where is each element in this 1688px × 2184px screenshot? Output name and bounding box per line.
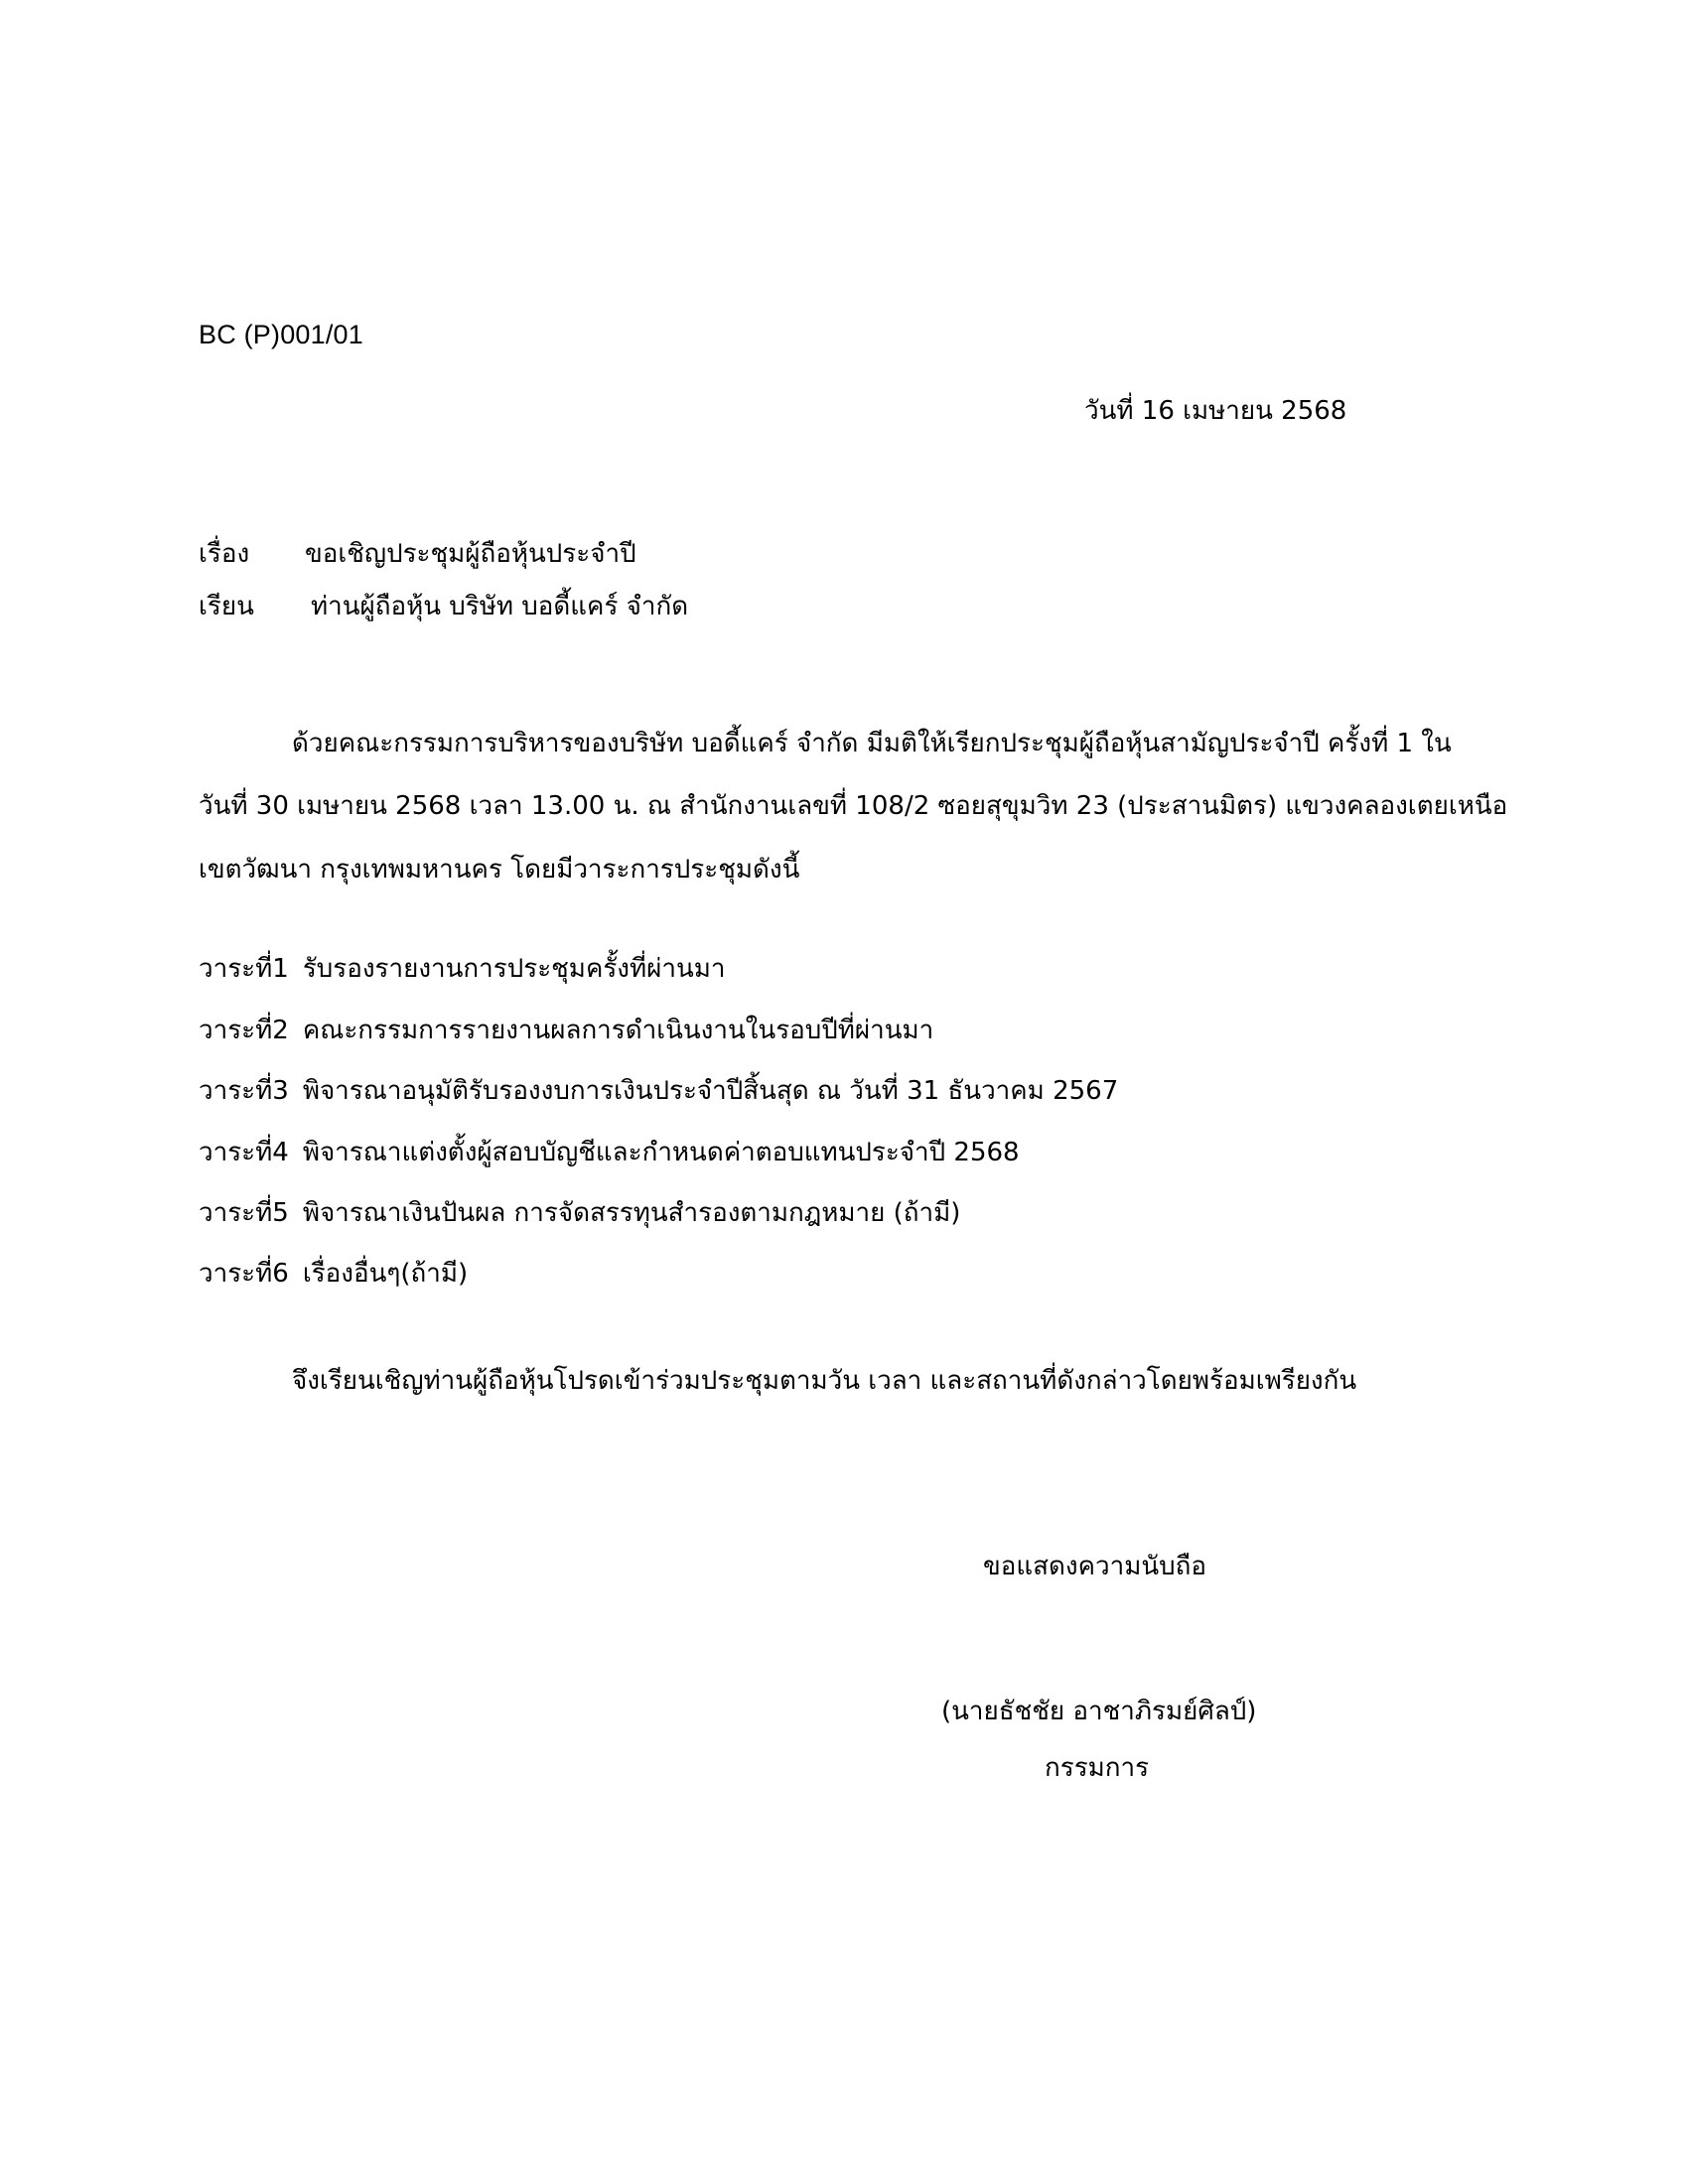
subject-row [199, 533, 636, 574]
agenda-text: พิจารณาเงินปันผล การจัดสรรทุนสำรองตามกฎหมาย (ถ้ามี) [302, 1198, 961, 1228]
agenda-number: วาระที่5 [199, 1198, 289, 1228]
agenda-item [199, 1070, 1118, 1111]
document-code: BC (P)001/01 [199, 320, 363, 349]
recipient-label: เรียน [199, 592, 254, 621]
agenda-number: วาระที่4 [199, 1138, 289, 1167]
body-line: ด้วยคณะกรรมการบริหารของบริษัท บอดี้แคร์ จำกัด มีมติให้เรียกประชุมผู้ถือหุ้นสามัญประจำปี ครั้งที่ 1 ใน [292, 729, 1452, 758]
agenda-number: วาระที่1 [199, 954, 289, 984]
agenda-item [199, 948, 726, 989]
agenda-number: วาระที่3 [199, 1076, 289, 1106]
agenda-text: พิจารณาแต่งตั้งผู้สอบบัญชีและกำหนดค่าตอบแทนประจำปี 2568 [302, 1138, 1020, 1167]
agenda-number: วาระที่6 [199, 1259, 289, 1289]
agenda-item [199, 1192, 960, 1233]
recipient-text: ท่านผู้ถือหุ้น บริษัท บอดี้แคร์ จำกัด [311, 592, 689, 621]
recipient-row [199, 586, 688, 626]
signer-name: (นายธัชชัย อาชาภิรมย์ศิลป์) [941, 1697, 1257, 1726]
agenda-item [199, 1132, 1020, 1172]
agenda-item [199, 1010, 933, 1050]
agenda-text: พิจารณาอนุมัติรับรองงบการเงินประจำปีสิ้นสุด ณ วันที่ 31 ธันวาคม 2567 [302, 1076, 1119, 1106]
closing-paragraph: จึงเรียนเชิญท่านผู้ถือหุ้นโปรดเข้าร่วมประชุมตามวัน เวลา และสถานที่ดังกล่าวโดยพร้อมเพรียงกัน [292, 1366, 1357, 1396]
agenda-number: วาระที่2 [199, 1016, 289, 1045]
body-line: เขตวัฒนา กรุงเทพมหานคร โดยมีวาระการประชุมดังนี้ [199, 855, 800, 885]
agenda-text: เรื่องอื่นๆ(ถ้ามี) [302, 1259, 469, 1289]
regards-line: ขอแสดงความนับถือ [983, 1552, 1206, 1581]
agenda-item [199, 1253, 468, 1294]
document-date: วันที่ 16 เมษายน 2568 [1084, 396, 1347, 426]
subject-label: เรื่อง [199, 539, 250, 569]
subject-text: ขอเชิญประชุมผู้ถือหุ้นประจำปี [305, 539, 636, 569]
agenda-text: คณะกรรมการรายงานผลการดำเนินงานในรอบปีที่ผ่านมา [302, 1016, 934, 1045]
signer-title: กรรมการ [1045, 1753, 1150, 1783]
body-line: วันที่ 30 เมษายน 2568 เวลา 13.00 น. ณ สำนักงานเลขที่ 108/2 ซอยสุขุมวิท 23 (ประสานมิตร) แขวงคลองเตยเหนือ [199, 791, 1508, 821]
agenda-text: รับรองรายงานการประชุมครั้งที่ผ่านมา [302, 954, 726, 984]
